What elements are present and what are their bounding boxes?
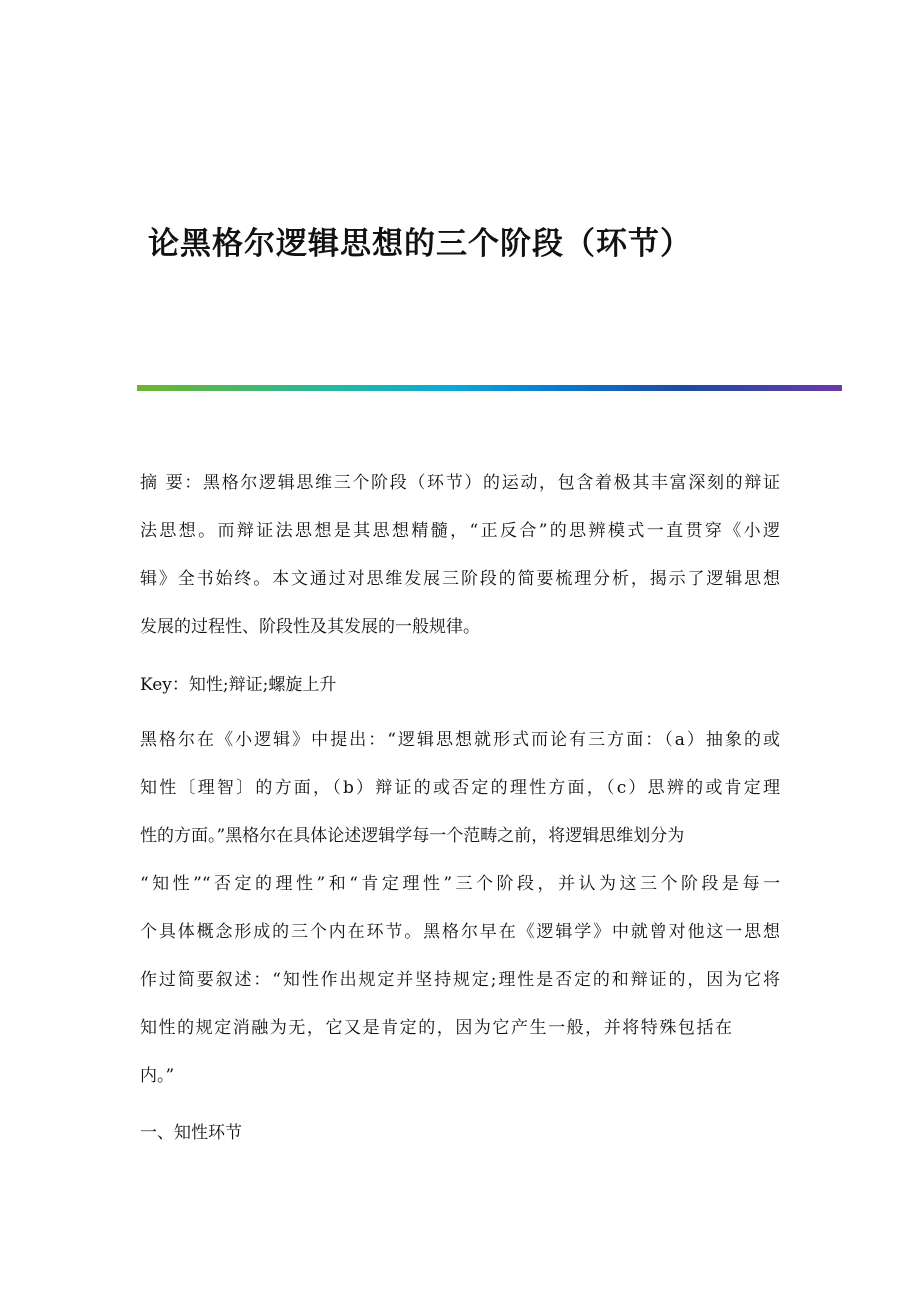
gradient-divider [137, 385, 842, 391]
body-line: 知性的规定消融为无，它又是肯定的，因为它产生一般，并将特殊包括在 [140, 1018, 732, 1038]
abstract-line: 发展的过程性、阶段性及其发展的一般规律。 [140, 617, 480, 637]
body-line: 作过简要叙述：“知性作出规定并坚持规定;理性是否定的和辩证的，因为它将 [140, 970, 780, 990]
abstract-line: 法思想。而辩证法思想是其思想精髓，“正反合”的思辨模式一直贯穿《小逻 [140, 521, 780, 541]
document-title: 论黑格尔逻辑思想的三个阶段（环节） [148, 226, 692, 262]
body-line: 性的方面。”黑格尔在具体论述逻辑学每一个范畴之前，将逻辑思维划分为 [140, 826, 685, 846]
body-line: 内。” [140, 1066, 175, 1086]
abstract-line: 辑》全书始终。本文通过对思维发展三阶段的简要梳理分析，揭示了逻辑思想 [140, 569, 780, 589]
body-line: 知性〔理智〕的方面，（b）辩证的或否定的理性方面，（c）思辨的或肯定理 [140, 778, 780, 798]
body-line: 个具体概念形成的三个内在环节。黑格尔早在《逻辑学》中就曾对他这一思想 [140, 922, 780, 942]
body-line: 黑格尔在《小逻辑》中提出：“逻辑思想就形式而论有三方面：（a）抽象的或 [140, 730, 780, 750]
section-heading: 一、知性环节 [140, 1123, 242, 1143]
body-line: “知性”“否定的理性”和“肯定理性”三个阶段，并认为这三个阶段是每一 [140, 874, 780, 894]
abstract-line: 摘 要：黑格尔逻辑思维三个阶段（环节）的运动，包含着极其丰富深刻的辩证 [140, 473, 780, 493]
keywords: Key：知性;辩证;螺旋上升 [140, 675, 337, 695]
